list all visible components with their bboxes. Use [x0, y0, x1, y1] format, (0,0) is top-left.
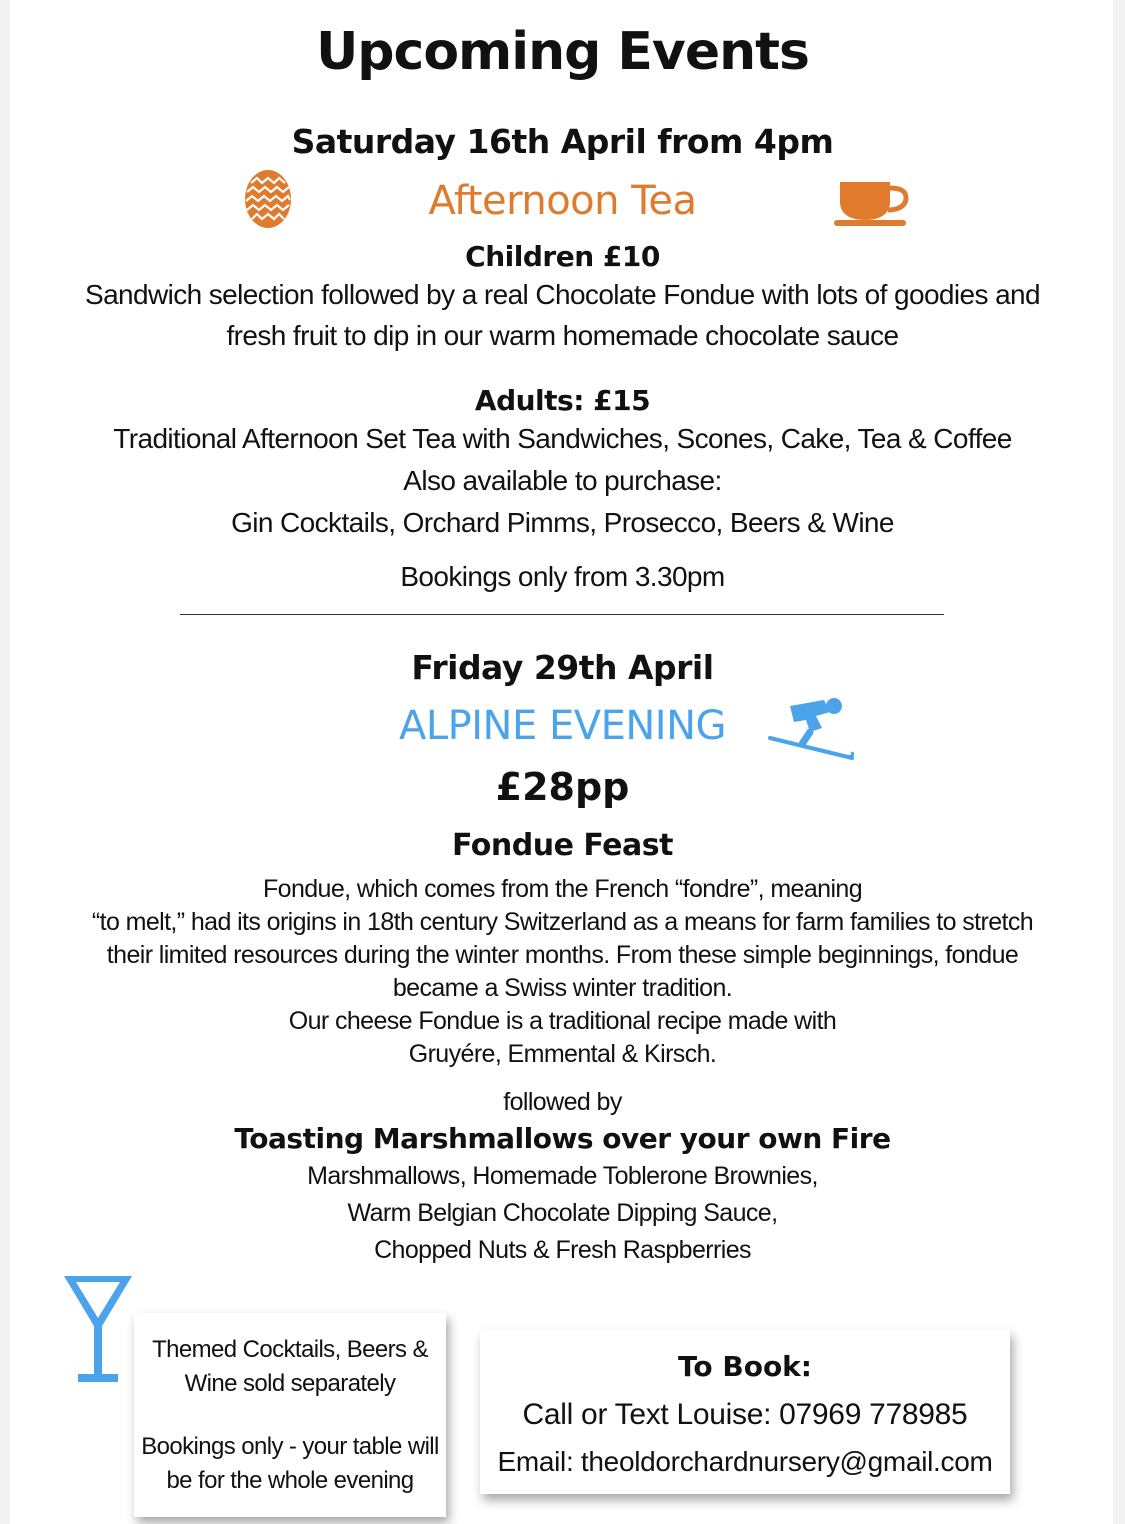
- booking-phone[interactable]: Call or Text Louise: 07969 778985: [522, 1398, 968, 1431]
- marshmallow-desc-line: Chopped Nuts & Fresh Raspberries: [374, 1236, 751, 1264]
- notes-line: be for the whole evening: [166, 1467, 414, 1494]
- notes-box: [134, 1313, 446, 1517]
- event2-name: ALPINE EVENING: [398, 703, 727, 749]
- fondue-desc-line: Gruyére, Emmental & Kirsch.: [408, 1040, 717, 1068]
- booking-email[interactable]: Email: theoldorchardnursery@gmail.com: [497, 1446, 993, 1477]
- cocktail-glass-icon: [62, 1274, 134, 1390]
- fondue-desc-line: their limited resources during the winter months. From these simple beginnings, fondue: [106, 941, 1019, 969]
- event1-name: Afternoon Tea: [428, 178, 697, 224]
- notes-line: Themed Cocktails, Beers &: [152, 1336, 428, 1363]
- fondue-desc-line: Fondue, which comes from the French “fondre”, meaning: [262, 875, 863, 903]
- fondue-desc-line: became a Swiss winter tradition.: [392, 974, 733, 1002]
- children-price: Children £10: [465, 240, 660, 273]
- fondue-desc-line: Our cheese Fondue is a traditional recipe made with: [288, 1007, 837, 1035]
- page-title: Upcoming Events: [316, 22, 809, 82]
- children-desc-line: Sandwich selection followed by a real Chocolate Fondue with lots of goodies and: [85, 279, 1040, 310]
- adults-price: Adults: £15: [474, 384, 651, 417]
- marshmallow-desc-line: Warm Belgian Chocolate Dipping Sauce,: [347, 1199, 778, 1227]
- marshmallow-title: Toasting Marshmallows over your own Fire: [234, 1122, 891, 1155]
- event2-price: £28pp: [495, 765, 630, 809]
- notes-line: Wine sold separately: [184, 1370, 396, 1397]
- event2-date: Friday 29th April: [411, 648, 714, 687]
- adults-desc-line: Also available to purchase:: [403, 465, 722, 496]
- teacup-icon: [832, 180, 910, 232]
- flyer-page: [10, 0, 1113, 1524]
- event1-bookings: Bookings only from 3.30pm: [400, 561, 725, 592]
- booking-title: To Book:: [678, 1350, 812, 1383]
- notes-line: Bookings only - your table will: [141, 1433, 439, 1460]
- booking-box: [480, 1330, 1010, 1494]
- event1-date: Saturday 16th April from 4pm: [291, 122, 834, 161]
- followed-by-text: followed by: [503, 1088, 622, 1116]
- children-desc-line: fresh fruit to dip in our warm homemade chocolate sauce: [226, 320, 899, 351]
- adults-desc-line: Traditional Afternoon Set Tea with Sandwiches, Scones, Cake, Tea & Coffee: [113, 423, 1012, 454]
- adults-desc-line: Gin Cocktails, Orchard Pimms, Prosecco, Beers & Wine: [231, 507, 894, 538]
- fondue-desc-line: “to melt,” had its origins in 18th century Switzerland as a means for farm families to stretch: [91, 908, 1034, 936]
- skier-icon: [766, 692, 856, 768]
- marshmallow-desc-line: Marshmallows, Homemade Toblerone Brownies,: [307, 1162, 818, 1190]
- section-divider: [180, 614, 944, 615]
- fondue-feast-title: Fondue Feast: [452, 828, 673, 863]
